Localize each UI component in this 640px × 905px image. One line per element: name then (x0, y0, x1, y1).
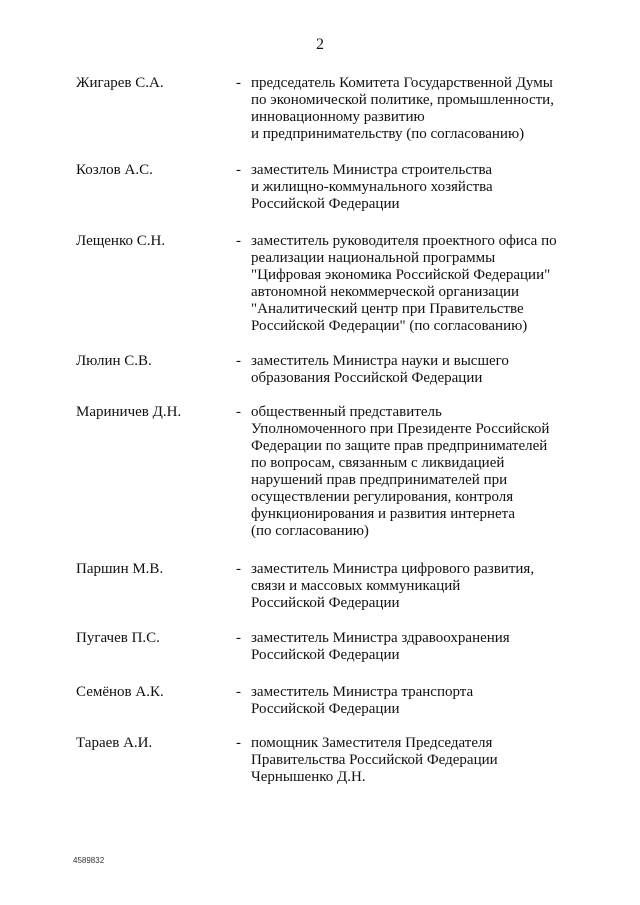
member-role-line: заместитель Министра строительства (251, 162, 493, 178)
member-dash: - (236, 735, 241, 751)
member-role (251, 233, 591, 335)
member-name: Козлов А.С. (76, 162, 153, 178)
member-role-line: нарушений прав предпринимателей при (251, 472, 508, 488)
member-name: Жигарев С.А. (76, 75, 164, 91)
member-dash: - (236, 684, 241, 700)
member-role-line: Чернышенко Д.Н. (251, 769, 366, 785)
member-name: Люлин С.В. (76, 353, 152, 369)
member-role-line: заместитель Министра здравоохранения (251, 630, 510, 646)
member-role-line: Российской Федерации (251, 701, 400, 717)
document-code: 4589832 (73, 856, 105, 865)
member-dash: - (236, 630, 241, 646)
member-name: Мариничев Д.Н. (76, 404, 182, 420)
member-role-line: функционирования и развития интернета (251, 506, 516, 522)
member-name: Пугачев П.С. (76, 630, 160, 646)
member-role (251, 162, 591, 213)
member-name: Лещенко С.Н. (76, 233, 166, 249)
member-role-line: Правительства Российской Федерации (251, 752, 498, 768)
member-dash: - (236, 353, 241, 369)
member-role-line: и жилищно-коммунального хозяйства (251, 179, 493, 195)
member-role-line: и предпринимательству (по согласованию) (251, 126, 525, 142)
member-role-line: "Цифровая экономика Российской Федерации" (251, 267, 551, 283)
member-role-line: образования Российской Федерации (251, 370, 483, 386)
member-role-line: инновационному развитию (251, 109, 425, 125)
member-dash: - (236, 75, 241, 91)
member-role-line: Российской Федерации" (по согласованию) (251, 318, 528, 334)
member-role (251, 75, 591, 143)
member-dash: - (236, 561, 241, 577)
member-role-line: Федерации по защите прав предпринимателей (251, 438, 548, 454)
member-role-line: Российской Федерации (251, 595, 400, 611)
member-role-line: Российской Федерации (251, 647, 400, 663)
member-role (251, 684, 591, 718)
member-role-line: осуществлении регулирования, контроля (251, 489, 514, 505)
member-role-line: общественный представитель (251, 404, 442, 420)
member-role-line: по вопросам, связанным с ликвидацией (251, 455, 505, 471)
member-role-line: председатель Комитета Государственной Думы (251, 75, 553, 91)
member-role (251, 404, 591, 540)
member-role-line: автономной некоммерческой организации (251, 284, 520, 300)
member-dash: - (236, 162, 241, 178)
member-role-line: заместитель Министра цифрового развития, (251, 561, 535, 577)
member-role-line: заместитель Министра транспорта (251, 684, 474, 700)
member-name: Тараев А.И. (76, 735, 153, 751)
member-role (251, 735, 591, 786)
member-role-line: Уполномоченного при Президенте Российской (251, 421, 550, 437)
member-name: Семёнов А.К. (76, 684, 164, 700)
member-name: Паршин М.В. (76, 561, 164, 577)
member-role-line: "Аналитический центр при Правительстве (251, 301, 524, 317)
page-number: 2 (316, 36, 324, 53)
member-dash: - (236, 404, 241, 420)
member-dash: - (236, 233, 241, 249)
member-role-line: помощник Заместителя Председателя (251, 735, 493, 751)
member-role-line: по экономической политике, промышленности, (251, 92, 554, 108)
member-role-line: заместитель Министра науки и высшего (251, 353, 509, 369)
member-role (251, 353, 591, 387)
member-role-line: Российской Федерации (251, 196, 400, 212)
member-role (251, 561, 591, 612)
member-role-line: заместитель руководителя проектного офиса по (251, 233, 557, 249)
member-role (251, 630, 591, 664)
member-role-line: реализации национальной программы (251, 250, 496, 266)
member-role-line: (по согласованию) (251, 523, 369, 539)
member-role-line: связи и массовых коммуникаций (251, 578, 461, 594)
